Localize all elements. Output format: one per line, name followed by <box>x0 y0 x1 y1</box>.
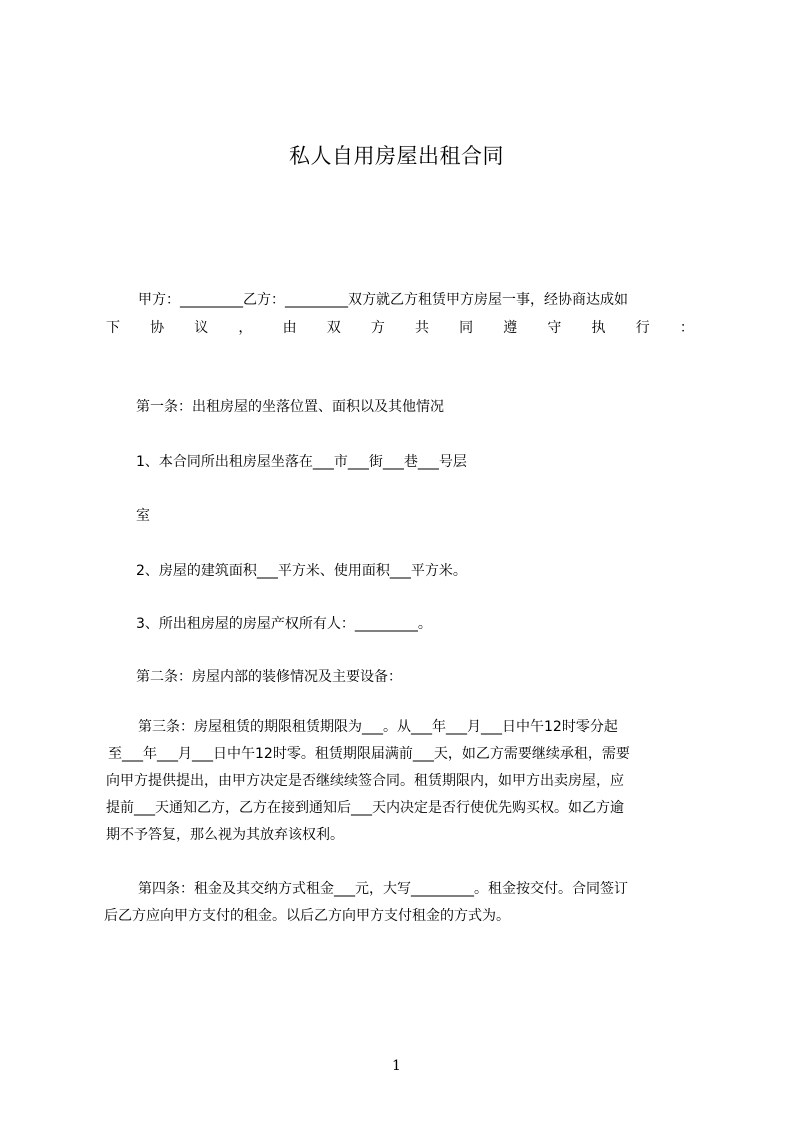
intro-char: 守 <box>547 320 562 336</box>
intro-char: ， <box>238 320 253 336</box>
intro-line-1: 甲方：_________乙方：_________双方就乙方租赁甲方房屋一事，经协商达成如 <box>138 292 628 308</box>
article-3-line-1: 第三条：房屋租赁的期限租赁期限为___。从___年___月___日中午12时零分起 <box>138 719 618 735</box>
article-1-item-1: 1、本合同所出租房屋坐落在___市___街___巷___号层 <box>136 454 467 470</box>
intro-char: 下 <box>106 320 120 336</box>
article-1-heading: 第一条：出租房屋的坐落位置、面积以及其他情况 <box>136 399 444 415</box>
intro-char: 同 <box>459 320 474 336</box>
intro-char: 议 <box>194 320 209 336</box>
intro-char: 执 <box>591 320 606 336</box>
intro-char: 遵 <box>503 320 518 336</box>
page-number: 1 <box>392 1058 401 1074</box>
intro-char: 方 <box>370 320 385 336</box>
article-3-line-2: 至___年___月___日中午12时零。租赁期限届满前___天，如乙方需要继续承租，需要 <box>108 746 630 762</box>
intro-line-2 <box>106 318 694 338</box>
article-2-heading: 第二条：房屋内部的装修情况及主要设备： <box>136 669 402 685</box>
intro-char: 由 <box>282 320 297 336</box>
intro-char: 共 <box>414 320 429 336</box>
article-1-item-3: 3、所出租房屋的房屋产权所有人：_________。 <box>136 616 432 632</box>
article-4-line-1: 第四条：租金及其交纳方式租金___元，大写_________。租金按交付。合同签订 <box>138 881 628 897</box>
intro-char: 双 <box>326 320 341 336</box>
article-3-line-5: 期不予答复，那么视为其放弃该权利。 <box>106 827 344 843</box>
intro-char: 协 <box>150 320 165 336</box>
article-3-line-3: 向甲方提供提出，由甲方决定是否继续续签合同。租赁期限内，如甲方出卖房屋，应 <box>106 773 624 789</box>
article-1-item-2: 2、房屋的建筑面积___平方米、使用面积___平方米。 <box>136 563 467 579</box>
document-title: 私人自用房屋出租合同 <box>289 144 504 168</box>
article-4-line-2: 后乙方应向甲方支付的租金。以后乙方向甲方支付租金的方式为。 <box>104 908 510 924</box>
intro-char: ： <box>679 320 694 336</box>
intro-char: 行 <box>635 320 650 336</box>
article-3-line-4: 提前___天通知乙方，乙方在接到通知后___天内决定是否行使优先购买权。如乙方逾 <box>106 800 624 816</box>
article-1-item-1-continuation: 室 <box>136 508 150 524</box>
